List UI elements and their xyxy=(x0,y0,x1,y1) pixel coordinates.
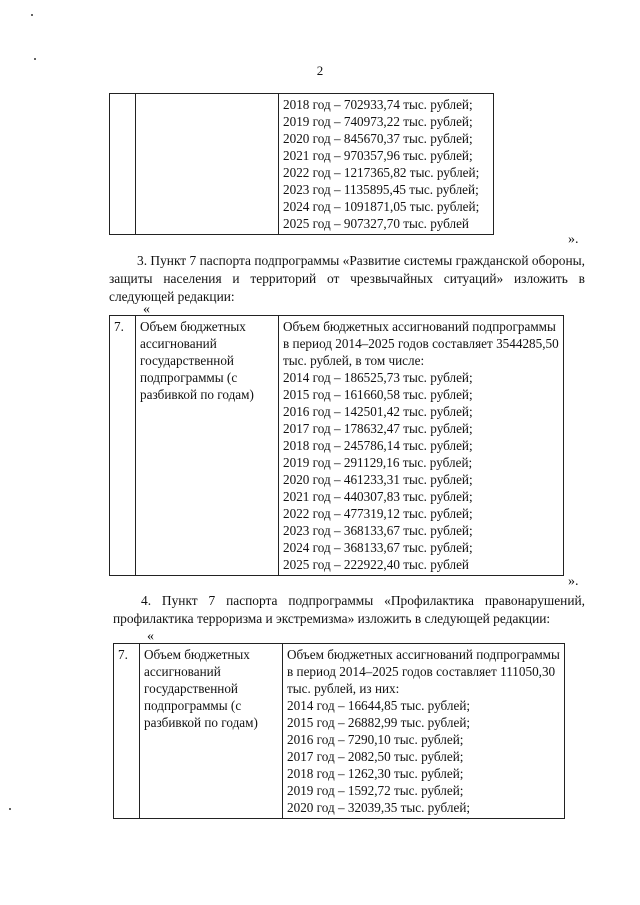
table-section-3 xyxy=(109,315,564,576)
table-section-4 xyxy=(113,643,565,819)
list-item: 2019 год – 1592,72 тыс. рублей; xyxy=(287,783,464,798)
list-item: 2014 год – 16644,85 тыс. рублей; xyxy=(287,698,471,713)
section-4-text: 4. Пункт 7 паспорта подпрограммы «Профилактика правонарушений, профилактика терроризма и экстремизма» изложить в следующей редакции: xyxy=(113,593,585,626)
list-item: в период 2014–2025 годов составляет 3544285,50 xyxy=(283,336,559,351)
label-line: разбивкой по годам) xyxy=(140,387,254,402)
list-item: 2017 год – 2082,50 тыс. рублей; xyxy=(287,749,464,764)
list-item: тыс. рублей, в том числе: xyxy=(283,353,425,368)
label-line: государственной xyxy=(140,353,234,368)
table-cell-values xyxy=(283,644,565,819)
list-item: 2017 год – 178632,47 тыс. рублей; xyxy=(283,421,473,436)
list-item: Объем бюджетных ассигнований подпрограммы xyxy=(287,647,560,662)
section-4-paragraph xyxy=(113,592,585,628)
list-item: 2021 год – 970357,96 тыс. рублей; xyxy=(283,148,473,163)
list-item: 2015 год – 161660,58 тыс. рублей; xyxy=(283,387,473,402)
closing-quote: ». xyxy=(568,574,579,589)
list-item: 2025 год – 222922,40 тыс. рублей xyxy=(283,557,469,572)
table-cell-label xyxy=(140,644,283,819)
list-item: 2024 год – 1091871,05 тыс. рублей; xyxy=(283,199,480,214)
table-cell-number xyxy=(110,94,136,235)
list-item: 2024 год – 368133,67 тыс. рублей; xyxy=(283,540,473,555)
list-item: в период 2014–2025 годов составляет 111050,30 xyxy=(287,664,556,679)
scan-speck xyxy=(9,808,11,810)
closing-quote: ». xyxy=(568,232,579,247)
page-number: 2 xyxy=(316,63,324,78)
table-row xyxy=(110,316,564,576)
list-item: Объем бюджетных ассигнований подпрограммы xyxy=(283,319,556,334)
list-item: 2014 год – 186525,73 тыс. рублей; xyxy=(283,370,473,385)
list-item: 2016 год – 142501,42 тыс. рублей; xyxy=(283,404,473,419)
list-item: 2022 год – 477319,12 тыс. рублей; xyxy=(283,506,473,521)
table-row xyxy=(110,94,494,235)
list-item: 2022 год – 1217365,82 тыс. рублей; xyxy=(283,165,480,180)
list-item: 2018 год – 1262,30 тыс. рублей; xyxy=(287,766,464,781)
label-line: подпрограммы (с xyxy=(144,698,242,713)
label-line: государственной xyxy=(144,681,238,696)
table-cell-label xyxy=(136,316,279,576)
list-item: 2025 год – 907327,70 тыс. рублей xyxy=(283,216,469,231)
table-cell-number: 7. xyxy=(110,316,136,576)
list-item: 2018 год – 702933,74 тыс. рублей; xyxy=(283,97,473,112)
list-item: 2020 год – 845670,37 тыс. рублей; xyxy=(283,131,473,146)
list-item: 2021 год – 440307,83 тыс. рублей; xyxy=(283,489,473,504)
list-item: 2016 год – 7290,10 тыс. рублей; xyxy=(287,732,464,747)
list-item: 2019 год – 740973,22 тыс. рублей; xyxy=(283,114,473,129)
table-cell-number: 7. xyxy=(114,644,140,819)
scan-speck xyxy=(31,14,33,16)
table-cell-values xyxy=(279,316,564,576)
label-line: разбивкой по годам) xyxy=(144,715,258,730)
label-line: ассигнований xyxy=(140,336,217,351)
list-item: 2020 год – 32039,35 тыс. рублей; xyxy=(287,800,471,815)
label-line: подпрограммы (с xyxy=(140,370,238,385)
table-row xyxy=(114,644,565,819)
list-item: 2023 год – 1135895,45 тыс. рублей; xyxy=(283,182,479,197)
opening-quote: « xyxy=(147,629,154,644)
list-item: 2020 год – 461233,31 тыс. рублей; xyxy=(283,472,473,487)
label-line: ассигнований xyxy=(144,664,221,679)
list-item: 2019 год – 291129,16 тыс. рублей; xyxy=(283,455,473,470)
label-line: Объем бюджетных xyxy=(140,319,246,334)
scan-speck xyxy=(34,58,36,60)
opening-quote: « xyxy=(143,302,150,317)
table-cell-label xyxy=(136,94,279,235)
section-3-text: 3. Пункт 7 паспорта подпрограммы «Развитие системы гражданской обороны, защиты населения и территорий от чрезвычайных ситуаций» изложить в следующей редакции: xyxy=(109,253,585,304)
section-3-paragraph xyxy=(109,252,585,306)
table-continuation xyxy=(109,93,494,235)
list-item: тыс. рублей, из них: xyxy=(287,681,400,696)
list-item: 2023 год – 368133,67 тыс. рублей; xyxy=(283,523,473,538)
list-item: 2015 год – 26882,99 тыс. рублей; xyxy=(287,715,471,730)
label-line: Объем бюджетных xyxy=(144,647,250,662)
list-item: 2018 год – 245786,14 тыс. рублей; xyxy=(283,438,473,453)
table-cell-values xyxy=(279,94,494,235)
